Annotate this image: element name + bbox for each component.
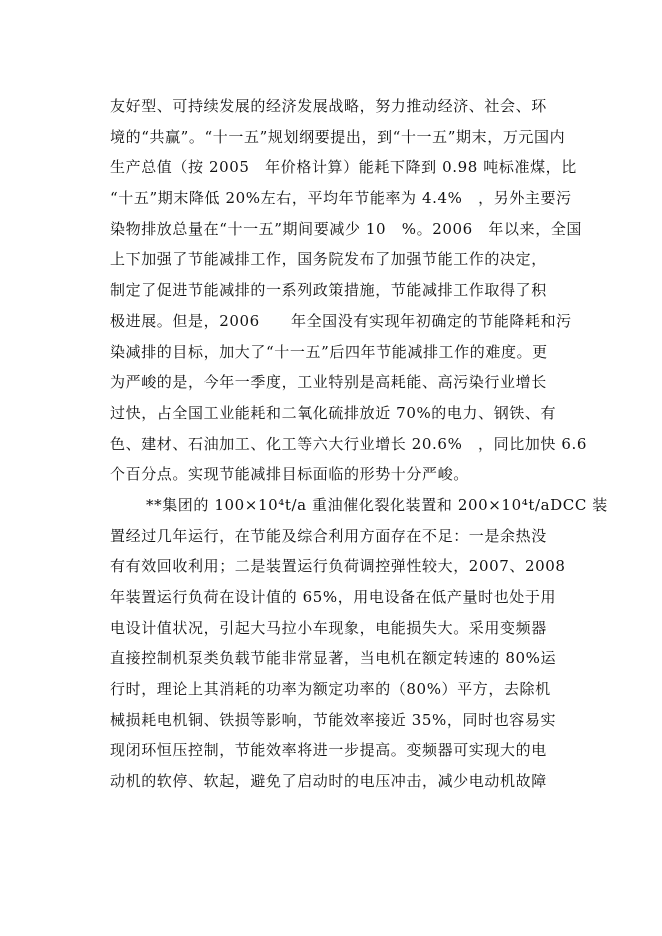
text-line-12: 色、建材、石油加工、化工等六大行业增长 20.6% ，同比加快 6.6 (110, 434, 588, 453)
text-line-14-paragraph-start: **集团的 100×10⁴t/a 重油催化裂化装置和 200×10⁴t/aDCC 装 (146, 495, 608, 514)
text-line-16: 有有效回收利用；二是装置运行负荷调控弹性较大，2007、2008 (110, 557, 566, 576)
text-line-21: 械损耗电机铜、铁损等影响，节能效率接近 35%，同时也容易实 (110, 710, 557, 729)
text-line-8: 极进展。但是，2006 年全国没有实现年初确定的节能降耗和污 (110, 311, 572, 330)
text-line-4: “十五”期末降低 20%左右，平均年节能率为 4.4% ，另外主要污 (110, 189, 572, 208)
text-line-5: 染物排放总量在“十一五”期间要减少 10 %。2006 年以来，全国 (110, 219, 583, 238)
text-line-13: 个百分点。实现节能减排目标面临的形势十分严峻。 (110, 465, 469, 484)
text-line-9: 染减排的目标，加大了“十一五”后四年节能减排工作的难度。更 (110, 342, 548, 361)
text-line-10: 为严峻的是，今年一季度，工业特别是高耗能、高污染行业增长 (110, 373, 547, 392)
text-line-6: 上下加强了节能减排工作，国务院发布了加强节能工作的决定， (110, 250, 547, 269)
text-line-11: 过快，占全国工业能耗和二氧化硫排放近 70%的电力、钢铁、有 (110, 403, 557, 422)
text-line-22: 现闭环恒压控制，节能效率将进一步提高。变频器可实现大的电 (110, 741, 547, 760)
text-line-20: 行时，理论上其消耗的功率为额定功率的（80%）平方，去除机 (110, 680, 551, 699)
text-line-18: 电设计值状况，引起大马拉小车现象，电能损失大。采用变频器 (110, 618, 547, 637)
text-line-1: 友好型、可持续发展的经济发展战略，努力推动经济、社会、环 (110, 97, 547, 115)
text-line-17: 年装置运行负荷在设计值的 65%，用电设备在低产量时也处于用 (110, 588, 557, 606)
body-text (110, 91, 608, 797)
text-line-7: 制定了促进节能减排的一系列政策措施，节能减排工作取得了积 (110, 281, 547, 300)
text-line-2: 境的“共赢”。“十一五”规划纲要提出，到“十一五”期末，万元国内 (110, 127, 566, 146)
text-line-23: 动机的软停、软起，避免了启动时的电压冲击，减少电动机故障 (110, 772, 547, 791)
text-line-19: 直接控制机泵类负载节能非常显著，当电机在额定转速的 80%运 (110, 649, 557, 668)
text-line-15: 置经过几年运行，在节能及综合利用方面存在不足：一是余热没 (110, 526, 547, 545)
text-line-3: 生产总值（按 2005 年价格计算）能耗下降到 0.98 吨标准煤，比 (110, 158, 577, 177)
